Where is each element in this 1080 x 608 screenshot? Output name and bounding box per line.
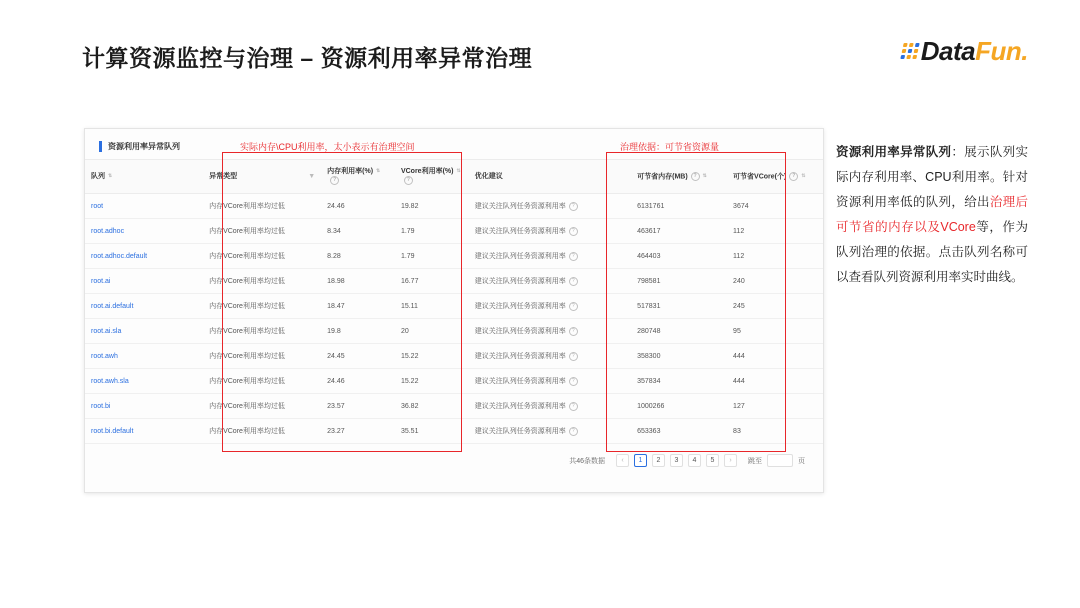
cell-memory-usage: 23.27 xyxy=(321,419,395,444)
help-icon[interactable]: ? xyxy=(569,227,578,236)
table-row xyxy=(85,419,823,444)
cell-savable-vcore: 444 xyxy=(727,369,823,394)
card-title: 资源利用率异常队列 xyxy=(108,141,180,151)
cell-queue[interactable]: root xyxy=(85,194,203,219)
cell-savable-memory: 6131761 xyxy=(631,194,727,219)
brand-text: DataFun. xyxy=(920,35,1028,66)
annotation-part1: ：展示队列实际内存利用率、CPU利用率。针对资源利用率低的队列，给出 xyxy=(836,145,1028,209)
cell-queue[interactable]: root.adhoc.default xyxy=(85,244,203,269)
cell-savable-memory: 357834 xyxy=(631,369,727,394)
column-header-vcore-usage[interactable]: VCore利用率(%) ⇅ ? xyxy=(395,160,469,194)
cell-memory-usage: 24.45 xyxy=(321,344,395,369)
cell-savable-memory: 280748 xyxy=(631,319,727,344)
cell-vcore-usage: 15.22 xyxy=(395,369,469,394)
cell-savable-memory: 798581 xyxy=(631,269,727,294)
cell-memory-usage: 24.46 xyxy=(321,194,395,219)
cell-savable-memory: 517831 xyxy=(631,294,727,319)
cell-savable-memory: 1000266 xyxy=(631,394,727,419)
jump-unit: 页 xyxy=(798,457,805,465)
cell-queue[interactable]: root.bi xyxy=(85,394,203,419)
cell-savable-vcore: 127 xyxy=(727,394,823,419)
cell-memory-usage: 19.8 xyxy=(321,319,395,344)
column-header-savable-vcore[interactable]: 可节省VCore(个) ? ⇅ xyxy=(727,160,823,194)
cell-anomaly-type: 内存VCore利用率均过低 xyxy=(203,394,321,419)
cell-vcore-usage: 1.79 xyxy=(395,219,469,244)
cell-savable-vcore: 112 xyxy=(727,219,823,244)
help-icon[interactable]: ? xyxy=(569,402,578,411)
cell-vcore-usage: 35.51 xyxy=(395,419,469,444)
cell-savable-memory: 358300 xyxy=(631,344,727,369)
cell-anomaly-type: 内存VCore利用率均过低 xyxy=(203,369,321,394)
pagination-next[interactable]: › xyxy=(724,454,737,467)
help-icon[interactable]: ? xyxy=(691,172,700,181)
table-body xyxy=(85,194,823,444)
cell-advice: 建议关注队列任务资源利用率 ? xyxy=(469,294,631,319)
help-icon[interactable]: ? xyxy=(789,172,798,181)
column-header-savable-memory[interactable]: 可节省内存(MB) ? ⇅ xyxy=(631,160,727,194)
annotation-lead: 资源利用率异常队列 xyxy=(836,145,952,159)
cell-savable-memory: 653363 xyxy=(631,419,727,444)
table-row xyxy=(85,344,823,369)
pagination-prev[interactable]: ‹ xyxy=(616,454,629,467)
column-header-queue[interactable]: 队列 ⇅ xyxy=(85,160,203,194)
cell-vcore-usage: 19.82 xyxy=(395,194,469,219)
sort-icon[interactable]: ⇅ xyxy=(801,173,806,180)
cell-anomaly-type: 内存VCore利用率均过低 xyxy=(203,269,321,294)
cell-vcore-usage: 16.77 xyxy=(395,269,469,294)
cell-advice: 建议关注队列任务资源利用率 ? xyxy=(469,269,631,294)
cell-savable-memory: 464403 xyxy=(631,244,727,269)
cell-vcore-usage: 36.82 xyxy=(395,394,469,419)
cell-queue[interactable]: root.ai.sla xyxy=(85,319,203,344)
annotation-usage-note: 实际内存\CPU利用率，太小表示有治理空间 xyxy=(240,142,415,152)
cell-memory-usage: 18.98 xyxy=(321,269,395,294)
table-row xyxy=(85,369,823,394)
table-row xyxy=(85,244,823,269)
pagination xyxy=(85,444,823,467)
cell-queue[interactable]: root.awh.sla xyxy=(85,369,203,394)
cell-anomaly-type: 内存VCore利用率均过低 xyxy=(203,219,321,244)
cell-advice: 建议关注队列任务资源利用率 ? xyxy=(469,344,631,369)
cell-anomaly-type: 内存VCore利用率均过低 xyxy=(203,194,321,219)
anomaly-queue-table xyxy=(85,159,823,444)
page-title: 计算资源监控与治理 – 资源利用率异常治理 xyxy=(82,45,533,71)
table-row xyxy=(85,319,823,344)
sort-icon[interactable]: ⇅ xyxy=(108,173,113,180)
table-row xyxy=(85,269,823,294)
total-count-label: 共46条数据 xyxy=(569,457,605,465)
help-icon[interactable]: ? xyxy=(569,277,578,286)
cell-savable-vcore: 3674 xyxy=(727,194,823,219)
cell-advice: 建议关注队列任务资源利用率 ? xyxy=(469,244,631,269)
cell-advice: 建议关注队列任务资源利用率 ? xyxy=(469,219,631,244)
help-icon[interactable]: ? xyxy=(404,176,413,185)
column-header-memory-usage[interactable]: 内存利用率(%) ⇅ ? xyxy=(321,160,395,194)
cell-savable-vcore: 444 xyxy=(727,344,823,369)
cell-memory-usage: 23.57 xyxy=(321,394,395,419)
cell-vcore-usage: 20 xyxy=(395,319,469,344)
help-icon[interactable]: ? xyxy=(569,202,578,211)
table-row xyxy=(85,394,823,419)
cell-anomaly-type: 内存VCore利用率均过低 xyxy=(203,294,321,319)
cell-memory-usage: 8.34 xyxy=(321,219,395,244)
cell-anomaly-type: 内存VCore利用率均过低 xyxy=(203,244,321,269)
sort-icon[interactable]: ⇅ xyxy=(456,168,461,175)
cell-advice: 建议关注队列任务资源利用率 ? xyxy=(469,394,631,419)
cell-anomaly-type: 内存VCore利用率均过低 xyxy=(203,344,321,369)
cell-anomaly-type: 内存VCore利用率均过低 xyxy=(203,319,321,344)
cell-vcore-usage: 15.22 xyxy=(395,344,469,369)
help-icon[interactable]: ? xyxy=(569,302,578,311)
column-header-advice: 优化建议 xyxy=(469,160,631,194)
pagination-page-4[interactable]: 4 xyxy=(688,454,701,467)
pagination-page-3[interactable]: 3 xyxy=(670,454,683,467)
annotation-part2: 等，作为队列治理的依据。点击队列名称可以查看队列资源利用率实时曲线。 xyxy=(836,220,1028,284)
cell-vcore-usage: 1.79 xyxy=(395,244,469,269)
cell-memory-usage: 24.46 xyxy=(321,369,395,394)
column-header-anomaly-type[interactable]: 异常类型 ▼ xyxy=(203,160,321,194)
cell-queue[interactable]: root.ai xyxy=(85,269,203,294)
cell-anomaly-type: 内存VCore利用率均过低 xyxy=(203,419,321,444)
cell-savable-vcore: 245 xyxy=(727,294,823,319)
cell-vcore-usage: 15.11 xyxy=(395,294,469,319)
datafun-logo xyxy=(902,36,1028,66)
cell-memory-usage: 8.28 xyxy=(321,244,395,269)
screenshot-card xyxy=(84,128,824,493)
help-icon[interactable]: ? xyxy=(569,377,578,386)
cell-queue[interactable]: root.ai.default xyxy=(85,294,203,319)
cell-advice: 建议关注队列任务资源利用率 ? xyxy=(469,194,631,219)
help-icon[interactable]: ? xyxy=(569,252,578,261)
table-row xyxy=(85,219,823,244)
cell-queue[interactable]: root.awh xyxy=(85,344,203,369)
sort-icon[interactable]: ⇅ xyxy=(376,168,381,175)
jump-input[interactable] xyxy=(767,454,793,467)
help-icon[interactable]: ? xyxy=(569,327,578,336)
annotation-basis-note: 治理依据：可节省资源量 xyxy=(620,142,720,152)
cell-advice: 建议关注队列任务资源利用率 ? xyxy=(469,419,631,444)
cell-savable-vcore: 240 xyxy=(727,269,823,294)
annotation-highlight: 治理后可节省的内存以及VCore xyxy=(836,195,1028,234)
cell-savable-vcore: 95 xyxy=(727,319,823,344)
sort-icon[interactable]: ⇅ xyxy=(702,173,707,180)
cell-savable-memory: 463617 xyxy=(631,219,727,244)
table-row xyxy=(85,294,823,319)
help-icon[interactable]: ? xyxy=(330,176,339,185)
jump-label: 跳至 xyxy=(748,457,762,465)
cell-advice: 建议关注队列任务资源利用率 ? xyxy=(469,369,631,394)
side-annotation xyxy=(836,140,1028,290)
filter-icon[interactable]: ▼ xyxy=(308,172,316,180)
help-icon[interactable]: ? xyxy=(569,427,578,436)
help-icon[interactable]: ? xyxy=(569,352,578,361)
pagination-page-2[interactable]: 2 xyxy=(652,454,665,467)
cell-advice: 建议关注队列任务资源利用率 ? xyxy=(469,319,631,344)
cell-savable-vcore: 112 xyxy=(727,244,823,269)
logo-dots-icon xyxy=(900,43,919,59)
table-row xyxy=(85,194,823,219)
cell-savable-vcore: 83 xyxy=(727,419,823,444)
header-accent-bar xyxy=(99,141,102,152)
cell-queue[interactable]: root.bi.default xyxy=(85,419,203,444)
pagination-page-5[interactable]: 5 xyxy=(706,454,719,467)
table-header-row xyxy=(85,160,823,194)
pagination-page-1[interactable]: 1 xyxy=(634,454,647,467)
cell-queue[interactable]: root.adhoc xyxy=(85,219,203,244)
cell-memory-usage: 18.47 xyxy=(321,294,395,319)
